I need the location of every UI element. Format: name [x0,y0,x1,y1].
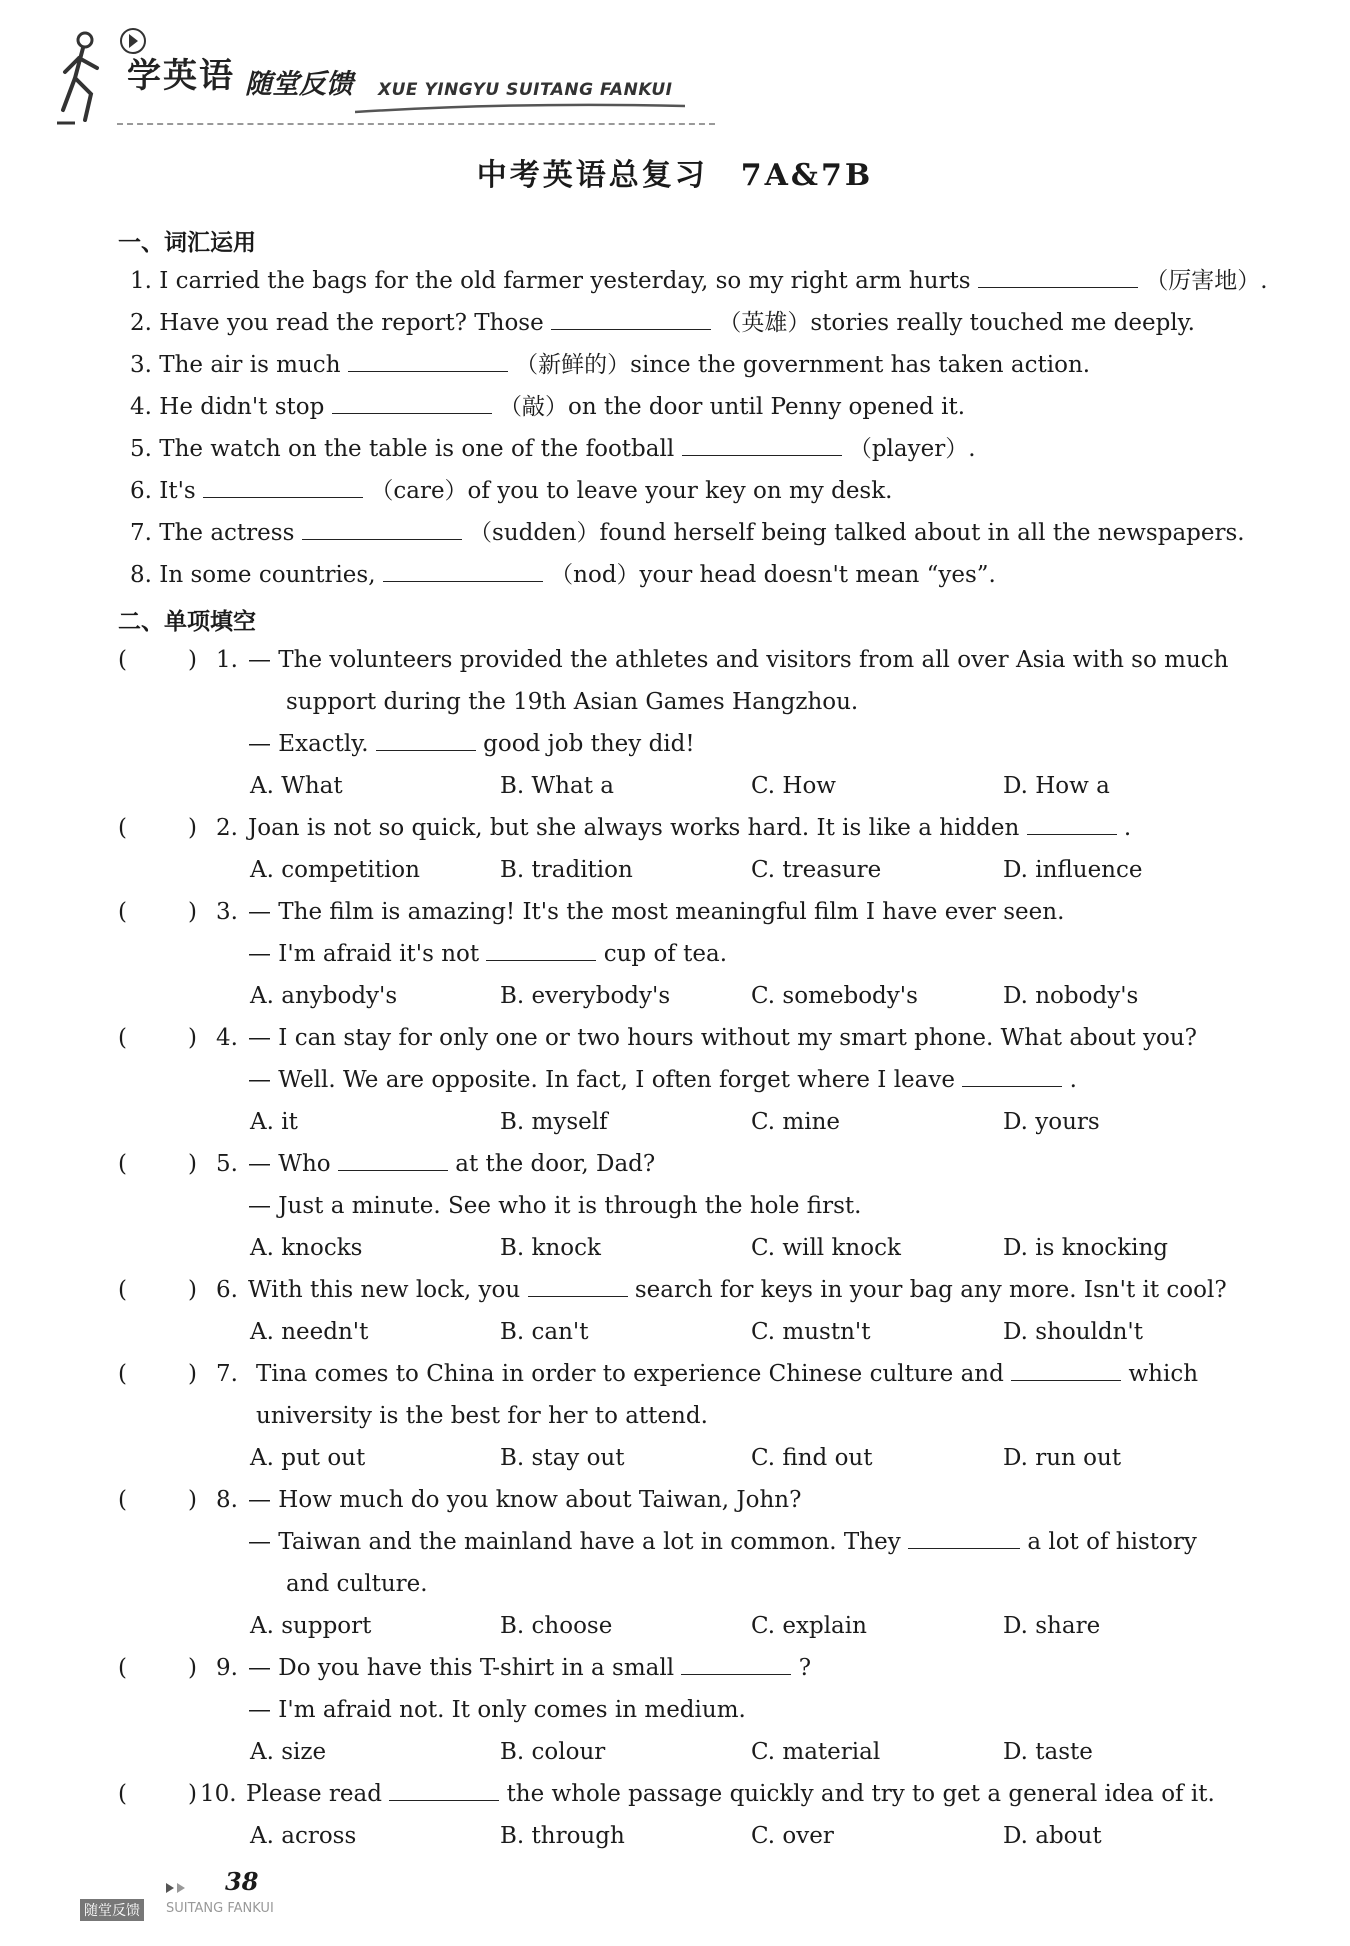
item-hint: （新鲜的）since the government has taken action. [515,352,1091,378]
answer-bracket-close: ) [188,1781,197,1807]
option-d[interactable]: D. shouldn't [1003,1319,1143,1345]
answer-blank[interactable] [1011,1360,1121,1381]
option-b[interactable]: B. colour [500,1739,606,1765]
answer-bracket-open[interactable]: ( [118,1151,127,1177]
question-line [248,729,695,759]
question-text: With this new lock, you [248,1277,521,1303]
item-hint: （care）of you to leave your key on my desk. [370,478,893,504]
footer-english: SUITANG FANKUI [166,1901,274,1916]
answer-blank[interactable] [332,393,492,414]
answer-bracket-close: ) [188,815,197,841]
item-hint: （sudden）found herself being talked about in all the newspapers. [469,520,1245,546]
question-line [248,939,727,969]
option-d[interactable]: D. How a [1003,773,1110,799]
option-c[interactable]: C. find out [751,1445,873,1471]
question-number: 8. [216,1487,238,1513]
answer-blank[interactable] [551,309,711,330]
arrow-icon [166,1883,174,1893]
answer-bracket-open[interactable]: ( [118,647,127,673]
answer-bracket-close: ) [188,1361,197,1387]
question-text-after: good job they did! [483,731,695,757]
question-text: — I can stay for only one or two hours without my smart phone. What about you? [248,1025,1197,1051]
page-number: 38 [225,1867,259,1896]
option-a[interactable]: A. across [250,1823,357,1849]
option-d[interactable]: D. influence [1003,857,1143,883]
answer-blank[interactable] [1027,814,1117,835]
question-line [248,1485,801,1515]
answer-bracket-open[interactable]: ( [118,1781,127,1807]
vocab-item [130,560,996,590]
item-hint: （player）. [848,436,976,462]
answer-blank[interactable] [348,351,508,372]
question-number: 2. [216,815,238,841]
option-b[interactable]: B. myself [500,1109,608,1135]
question-text: — Exactly. [248,731,369,757]
option-b[interactable]: B. knock [500,1235,601,1261]
answer-blank[interactable] [338,1150,448,1171]
option-c[interactable]: C. mustn't [751,1319,871,1345]
question-line [248,645,1228,675]
option-c[interactable]: C. explain [751,1613,867,1639]
question-text: Tina comes to China in order to experience Chinese culture and [256,1361,1004,1387]
answer-bracket-open[interactable]: ( [118,1277,127,1303]
answer-blank[interactable] [383,561,543,582]
question-text-after: search for keys in your bag any more. Isn't it cool? [634,1277,1227,1303]
header-logo [55,18,675,128]
question-line [248,1191,862,1221]
question-text: — I'm afraid it's not [248,941,480,967]
header-divider [117,123,715,125]
option-d[interactable]: D. run out [1003,1445,1122,1471]
answer-bracket-close: ) [188,1277,197,1303]
question-text-after: cup of tea. [603,941,728,967]
brand-english: XUE YINGYU SUITANG FANKUI [378,80,673,100]
answer-bracket-open[interactable]: ( [118,1361,127,1387]
question-number: 10. [200,1781,237,1807]
item-number: 1. [130,268,152,294]
answer-blank[interactable] [978,267,1138,288]
item-hint: （nod）your head doesn't mean “yes”. [550,562,996,588]
question-line [246,1779,1215,1809]
answer-blank[interactable] [908,1528,1020,1549]
item-text: The watch on the table is one of the football [159,436,675,462]
item-text: He didn't stop [159,394,325,420]
arrow-icon [177,1883,185,1893]
question-line [248,1275,1227,1305]
option-c[interactable]: C. material [751,1739,881,1765]
question-line [248,1023,1197,1053]
page-title: 中考英语总复习 7A&7B [476,158,874,193]
vocab-item [130,308,1195,338]
question-text-after: which [1128,1361,1199,1387]
option-a[interactable]: A. anybody's [250,983,398,1009]
swoosh-decoration [355,98,685,118]
brand-title: 学英语 [127,56,235,96]
question-line [248,897,1064,927]
vocab-item [130,518,1245,548]
vocab-item [130,392,965,422]
answer-blank[interactable] [302,519,462,540]
answer-bracket-open[interactable]: ( [118,1025,127,1051]
question-text-after: . [1069,1067,1077,1093]
answer-bracket-close: ) [188,1151,197,1177]
footer [80,1865,310,1935]
question-line [248,1149,655,1179]
question-text-after: ? [798,1655,812,1681]
option-c[interactable]: C. treasure [751,857,882,883]
answer-bracket-close: ) [188,1025,197,1051]
option-a[interactable]: A. knocks [250,1235,363,1261]
question-text: — Well. We are opposite. In fact, I often forget where I leave [248,1067,955,1093]
item-number: 7. [130,520,152,546]
option-a[interactable]: A. needn't [250,1319,369,1345]
question-text: Joan is not so quick, but she always works hard. It is like a hidden [248,815,1020,841]
answer-bracket-open[interactable]: ( [118,1487,127,1513]
option-c[interactable]: C. How [751,773,836,799]
question-text: — The volunteers provided the athletes and visitors from all over Asia with so much [248,647,1229,673]
answer-bracket-open[interactable]: ( [118,899,127,925]
question-number: 3. [216,899,238,925]
item-text: I carried the bags for the old farmer yesterday, so my right arm hurts [159,268,971,294]
answer-bracket-open[interactable]: ( [118,815,127,841]
option-a[interactable]: A. What [250,773,343,799]
option-d[interactable]: D. yours [1003,1109,1100,1135]
vocab-item [130,434,976,464]
option-a[interactable]: A. support [250,1613,372,1639]
item-text: In some countries, [159,562,376,588]
question-text-after: the whole passage quickly and try to get a general idea of it. [506,1781,1215,1807]
option-c[interactable]: C. will knock [751,1235,901,1261]
answer-blank[interactable] [376,730,476,751]
vocab-item [130,476,892,506]
option-d[interactable]: D. about [1003,1823,1102,1849]
item-text: The actress [159,520,295,546]
answer-blank[interactable] [682,435,842,456]
section-heading-vocabulary: 一、词汇运用 [118,230,256,256]
question-text: — Taiwan and the mainland have a lot in common. They [248,1529,901,1555]
answer-blank[interactable] [681,1654,791,1675]
question-text: — I'm afraid not. It only comes in medium. [248,1697,746,1723]
runner-icon [55,28,125,128]
question-line [248,1527,1197,1557]
question-text: university is the best for her to attend. [256,1403,708,1429]
answer-blank[interactable] [389,1780,499,1801]
item-number: 3. [130,352,152,378]
question-number: 6. [216,1277,238,1303]
question-line [248,1065,1077,1095]
option-c[interactable]: C. somebody's [751,983,918,1009]
item-hint: （敲）on the door until Penny opened it. [498,394,966,420]
footer-badge: 随堂反馈 [80,1899,144,1921]
option-b[interactable]: B. can't [500,1319,589,1345]
question-number: 4. [216,1025,238,1051]
question-text-after: at the door, Dad? [455,1151,656,1177]
option-c[interactable]: C. over [751,1823,834,1849]
item-number: 6. [130,478,152,504]
option-d[interactable]: D. taste [1003,1739,1093,1765]
answer-blank[interactable] [528,1276,628,1297]
question-text-after: a lot of history [1027,1529,1197,1555]
option-b[interactable]: B. What a [500,773,614,799]
option-c[interactable]: C. mine [751,1109,840,1135]
answer-bracket-close: ) [188,1655,197,1681]
question-line [248,1653,811,1683]
item-number: 2. [130,310,152,336]
option-b[interactable]: B. everybody's [500,983,671,1009]
question-line [256,1401,708,1431]
answer-bracket-close: ) [188,899,197,925]
question-text: — Who [248,1151,331,1177]
question-text-after: . [1123,815,1132,841]
item-number: 5. [130,436,152,462]
question-text: support during the 19th Asian Games Hangzhou. [286,689,859,715]
option-a[interactable]: A. size [250,1739,327,1765]
answer-blank[interactable] [203,477,363,498]
option-d[interactable]: D. share [1003,1613,1101,1639]
option-a[interactable]: A. it [250,1109,298,1135]
answer-blank[interactable] [486,940,596,961]
answer-bracket-open[interactable]: ( [118,1655,127,1681]
question-line [286,1569,428,1599]
item-hint: （厉害地）. [1145,268,1268,294]
question-line [286,687,858,717]
question-text: — Do you have this T-shirt in a small [248,1655,675,1681]
section-heading-choice: 二、单项填空 [118,609,256,635]
item-text: The air is much [159,352,341,378]
item-number: 8. [130,562,152,588]
question-number: 5. [216,1151,238,1177]
option-d[interactable]: D. nobody's [1003,983,1139,1009]
item-hint: （英雄）stories really touched me deeply. [718,310,1195,336]
answer-blank[interactable] [962,1066,1062,1087]
item-text: Have you read the report? Those [159,310,544,336]
vocab-item [130,350,1090,380]
option-a[interactable]: A. put out [250,1445,366,1471]
answer-bracket-close: ) [188,647,197,673]
item-number: 4. [130,394,152,420]
option-b[interactable]: B. tradition [500,857,633,883]
question-number: 1. [216,647,238,673]
option-d[interactable]: D. is knocking [1003,1235,1169,1261]
option-a[interactable]: A. competition [250,857,420,883]
question-text: Please read [246,1781,382,1807]
item-text: It's [159,478,196,504]
question-number: 7. [216,1361,238,1387]
option-b[interactable]: B. through [500,1823,625,1849]
question-line [256,1359,1198,1389]
vocab-item [130,266,1268,296]
option-b[interactable]: B. choose [500,1613,613,1639]
question-line [248,1695,746,1725]
question-line [248,813,1131,843]
question-text: and culture. [286,1571,428,1597]
option-b[interactable]: B. stay out [500,1445,625,1471]
question-text: — How much do you know about Taiwan, John? [248,1487,802,1513]
question-text: — The film is amazing! It's the most meaningful film I have ever seen. [248,899,1065,925]
answer-bracket-close: ) [188,1487,197,1513]
brand-subtitle: 随堂反馈 [245,69,353,100]
question-text: — Just a minute. See who it is through the hole first. [248,1193,862,1219]
question-number: 9. [216,1655,238,1681]
